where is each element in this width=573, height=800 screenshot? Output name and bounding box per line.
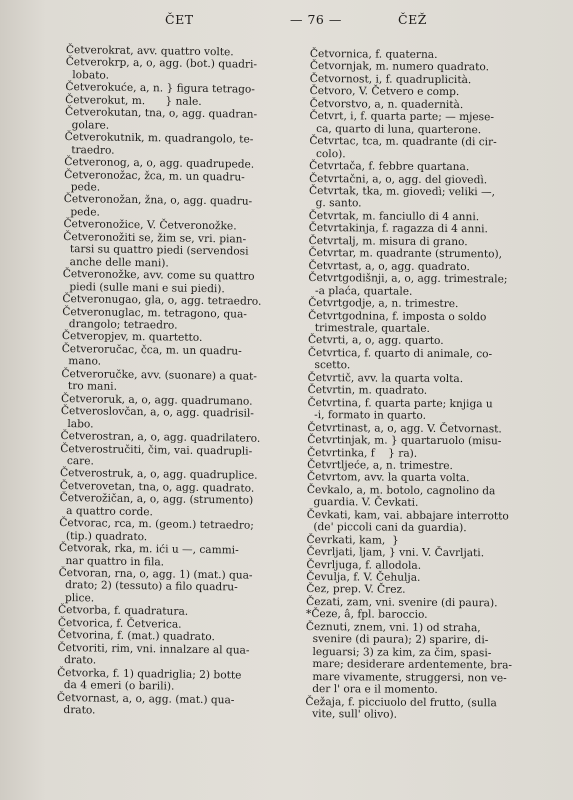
- dictionary-line: Četvorak, rka, m. ići u —, cammi-: [58, 542, 239, 557]
- dictionary-line: Četvrtac, tca, m. quadrante (di cir-: [309, 135, 497, 149]
- dictionary-line: Četvrtljeće, a, n. trimestre.: [307, 458, 453, 472]
- left-column: [57, 44, 298, 720]
- dictionary-line: anche delle mani).: [62, 255, 169, 270]
- dictionary-line: traedro.: [64, 143, 115, 157]
- dictionary-line: Četvorina, f. (mat.) quadrato.: [57, 629, 215, 644]
- dictionary-line: Četvrtača, f. febbre quartana.: [309, 160, 470, 174]
- dictionary-line: Četvorstvo, a, n. quadernità.: [309, 97, 464, 111]
- dictionary-line: Čevrkati, kam, }: [306, 533, 399, 547]
- dictionary-line: Četveronog, a, o, agg. quadrupede.: [64, 156, 255, 171]
- dictionary-line: (de' piccoli cani da guardia).: [306, 521, 467, 535]
- dictionary-line: ca, quarto di luna, quarterone.: [309, 122, 482, 136]
- dictionary-line: Čevrljati, ljam, } vni. V. Čavrljati.: [306, 546, 485, 560]
- dictionary-line: colo).: [309, 147, 346, 160]
- dictionary-line: Četveronožac, žca, m. un quadru-: [64, 168, 245, 184]
- page-number: — 76 —: [290, 12, 342, 27]
- dictionary-line: Čez, prep. V. Črez.: [306, 583, 406, 597]
- dictionary-line: mare; desiderare ardentemente, bra-: [305, 658, 513, 672]
- dictionary-line: Četvrtinka, f } ra).: [307, 446, 418, 460]
- dictionary-line: Četvrtič, avv. la quarta volta.: [307, 371, 464, 385]
- dictionary-line: Četveronožke, avv. come su quattro: [62, 268, 255, 283]
- dictionary-line: Četveronožiti se, žim se, vri. pian-: [63, 230, 247, 246]
- dictionary-line: Četvrtom, avv. la quarta volta.: [306, 471, 470, 485]
- dictionary-line: da 4 emeri (o barili).: [56, 679, 175, 693]
- dictionary-line: Četvoriti, rim, vni. innalzare al qua-: [57, 641, 250, 657]
- dictionary-line: Četverostručiti, čim, vai. quadrupli-: [60, 442, 253, 458]
- dictionary-line: nar quattro in fila.: [58, 554, 165, 568]
- dictionary-line: Četvrtin, m. quadrato.: [307, 384, 428, 398]
- dictionary-line: drato.: [57, 654, 97, 667]
- dictionary-line: Četverokutnik, m. quadrangolo, te-: [64, 131, 254, 146]
- dictionary-line: tro mani.: [61, 380, 118, 393]
- dictionary-line: guardia. V. Čevkati.: [306, 496, 419, 510]
- dictionary-line: care.: [60, 454, 94, 468]
- dictionary-line: trimestrale, quartale.: [308, 321, 430, 335]
- dictionary-line: Četvornost, i, f. quadruplicità.: [309, 72, 472, 87]
- dictionary-line: Četverožičan, a, o, agg. (strumento): [59, 492, 254, 507]
- dictionary-line: Čevrljuga, f. allodola.: [306, 558, 422, 572]
- dictionary-line: Četvrtinast, a, o, agg. V. Četvornast.: [307, 421, 502, 435]
- dictionary-line: labo.: [60, 417, 94, 431]
- dictionary-line: Četvrtak, m. fanciullo di 4 anni.: [308, 209, 480, 224]
- dictionary-line: Četverokuće, a, n. } figura tetrago-: [65, 81, 256, 97]
- dictionary-line: Čevkati, kam, vai. abbajare interrotto: [306, 508, 509, 523]
- dictionary-line: Četveroručke, avv. (suonare) a quat-: [61, 367, 257, 383]
- dictionary-line: Četveronožice, V. Četveronožke.: [63, 218, 237, 233]
- dictionary-line: Četvrtast, a, o, agg. quadrato.: [308, 259, 470, 273]
- header-right-guideword: ČEŽ: [398, 12, 427, 27]
- dictionary-line: Četvrtalj, m. misura di grano.: [308, 234, 468, 248]
- dictionary-line: Četverokut, m. } nale.: [65, 93, 202, 108]
- dictionary-line: pede.: [63, 205, 100, 219]
- dictionary-line: Četveroručac, čca, m. un quadru-: [61, 342, 242, 358]
- right-column: [305, 48, 546, 722]
- dictionary-line: scetto.: [307, 359, 351, 372]
- dictionary-line: Četvoro, V. Četvero e comp.: [309, 85, 460, 99]
- dictionary-line: pede.: [63, 180, 101, 194]
- dictionary-line: Četveroruk, a, o, agg. quadrumano.: [60, 392, 253, 408]
- dictionary-line: Četvrtgodnina, f. imposta o soldo: [308, 309, 487, 323]
- dictionary-line: Četveronuglac, m. tetragono, qua-: [62, 305, 248, 321]
- dictionary-line: tarsi su quattro piedi (servendosi: [63, 243, 249, 258]
- dictionary-line: Četverostruk, a, o, agg. quadruplice.: [59, 467, 258, 483]
- dictionary-line: Četveronugao, gla, o, agg. tetraedro.: [62, 293, 262, 308]
- dictionary-line: der l' ora e il momento.: [305, 683, 438, 697]
- dictionary-line: Četvorba, f. quadratura.: [58, 604, 189, 619]
- dictionary-line: drato; 2) (tessuto) a filo quadru-: [58, 579, 238, 594]
- dictionary-line: -a plaća, quartale.: [308, 284, 413, 298]
- dictionary-line: Četverovetan, tna, o, agg. quadrato.: [59, 479, 255, 495]
- dictionary-line: Četverokrp, a, o, agg. (bot.) quadri-: [65, 56, 258, 72]
- dictionary-line: piedi (sulle mani e sui piedi).: [62, 280, 225, 295]
- dictionary-line: lobato.: [65, 68, 110, 82]
- header-left-guideword: ČET: [165, 12, 194, 27]
- dictionary-line: Četvorka, f. 1) quadriglia; 2) botte: [57, 666, 242, 682]
- dictionary-line: Četveropjev, m. quartetto.: [61, 330, 203, 345]
- dictionary-line: drato.: [56, 703, 96, 717]
- dictionary-line: -i, formato in quarto.: [307, 409, 427, 422]
- dictionary-line: Četvornica, f. quaterna.: [309, 48, 438, 61]
- dictionary-line: Četvrtica, f. quarto di animale, co-: [307, 346, 493, 361]
- dictionary-line: mare vivamente, struggersi, non ve-: [305, 670, 507, 685]
- dictionary-line: a quattro corde.: [59, 504, 154, 519]
- dictionary-line: Četvrtinjak, m. } quartaruolo (misu-: [307, 434, 502, 448]
- dictionary-line: Četvrtgodje, a, n. trimestre.: [308, 297, 459, 311]
- dictionary-line: vite, sull' olivo).: [305, 707, 398, 721]
- dictionary-line: Četveronožan, žna, o, agg. quadru-: [63, 193, 253, 209]
- dictionary-line: Četvrt, i, f. quarta parte; — mjese-: [309, 110, 495, 124]
- dictionary-line: Četvorica, f. Četverica.: [57, 616, 182, 631]
- dictionary-line: Četvrtak, tka, m. giovedì; veliki —,: [308, 184, 496, 199]
- dictionary-line: Čežaja, f. picciuolo del frutto, (sulla: [305, 695, 497, 709]
- dictionary-line: Čezati, zam, vni. svenire (di paura).: [306, 595, 498, 610]
- dictionary-line: g. santo.: [308, 197, 362, 210]
- dictionary-line: Četvornjak, m. numero quadrato.: [309, 60, 490, 74]
- dictionary-line: Četvrtgodišnji, a, o, agg. trimestrale;: [308, 272, 508, 286]
- dictionary-line: (tip.) quadrato.: [59, 529, 148, 543]
- dictionary-line: Četverokrat, avv. quattro volte.: [65, 44, 234, 59]
- dictionary-line: Četverokutan, tna, o, agg. quadran-: [64, 106, 258, 121]
- dictionary-line: mano.: [61, 355, 102, 368]
- dictionary-line: leguarsi; 3) za kim, za čim, spasi-: [305, 645, 492, 660]
- dictionary-line: Čevkalo, a, m. botolo, cagnolino da: [306, 483, 496, 498]
- dictionary-line: Četvrtina, f. quarta parte; knjiga u: [307, 396, 493, 410]
- dictionary-line: *Čeze, â, fpl. baroccio.: [306, 608, 428, 622]
- dictionary-line: drangolo; tetraedro.: [62, 317, 178, 332]
- dictionary-line: Četvrti, a, o, agg. quarto.: [307, 334, 444, 348]
- dictionary-line: Četvoran, rna, o, agg. 1) (mat.) qua-: [58, 566, 253, 582]
- dictionary-line: Čeznuti, znem, vni. 1) od straha,: [305, 620, 481, 635]
- dictionary-line: Četverostran, a, o, agg. quadrilatero.: [60, 430, 261, 445]
- dictionary-line: Čevulja, f. V. Čehulja.: [306, 571, 421, 584]
- dictionary-line: Četvorac, rca, m. (geom.) tetraedro;: [59, 517, 254, 532]
- dictionary-line: Četvornast, a, o, agg. (mat.) qua-: [56, 691, 235, 706]
- dictionary-line: plice.: [58, 591, 95, 605]
- dictionary-line: golare.: [64, 118, 110, 132]
- dictionary-line: Četvrtar, m. quadrante (strumento),: [308, 247, 503, 261]
- dictionary-line: Četvrtakinja, f. ragazza di 4 anni.: [308, 222, 488, 236]
- dictionary-line: svenire (di paura); 2) sparire, di-: [305, 633, 489, 647]
- dictionary-line: Četvrtačni, a, o, agg. del giovedì.: [309, 172, 488, 186]
- dictionary-line: Četveroslovčan, a, o, agg. quadrisil-: [60, 405, 254, 420]
